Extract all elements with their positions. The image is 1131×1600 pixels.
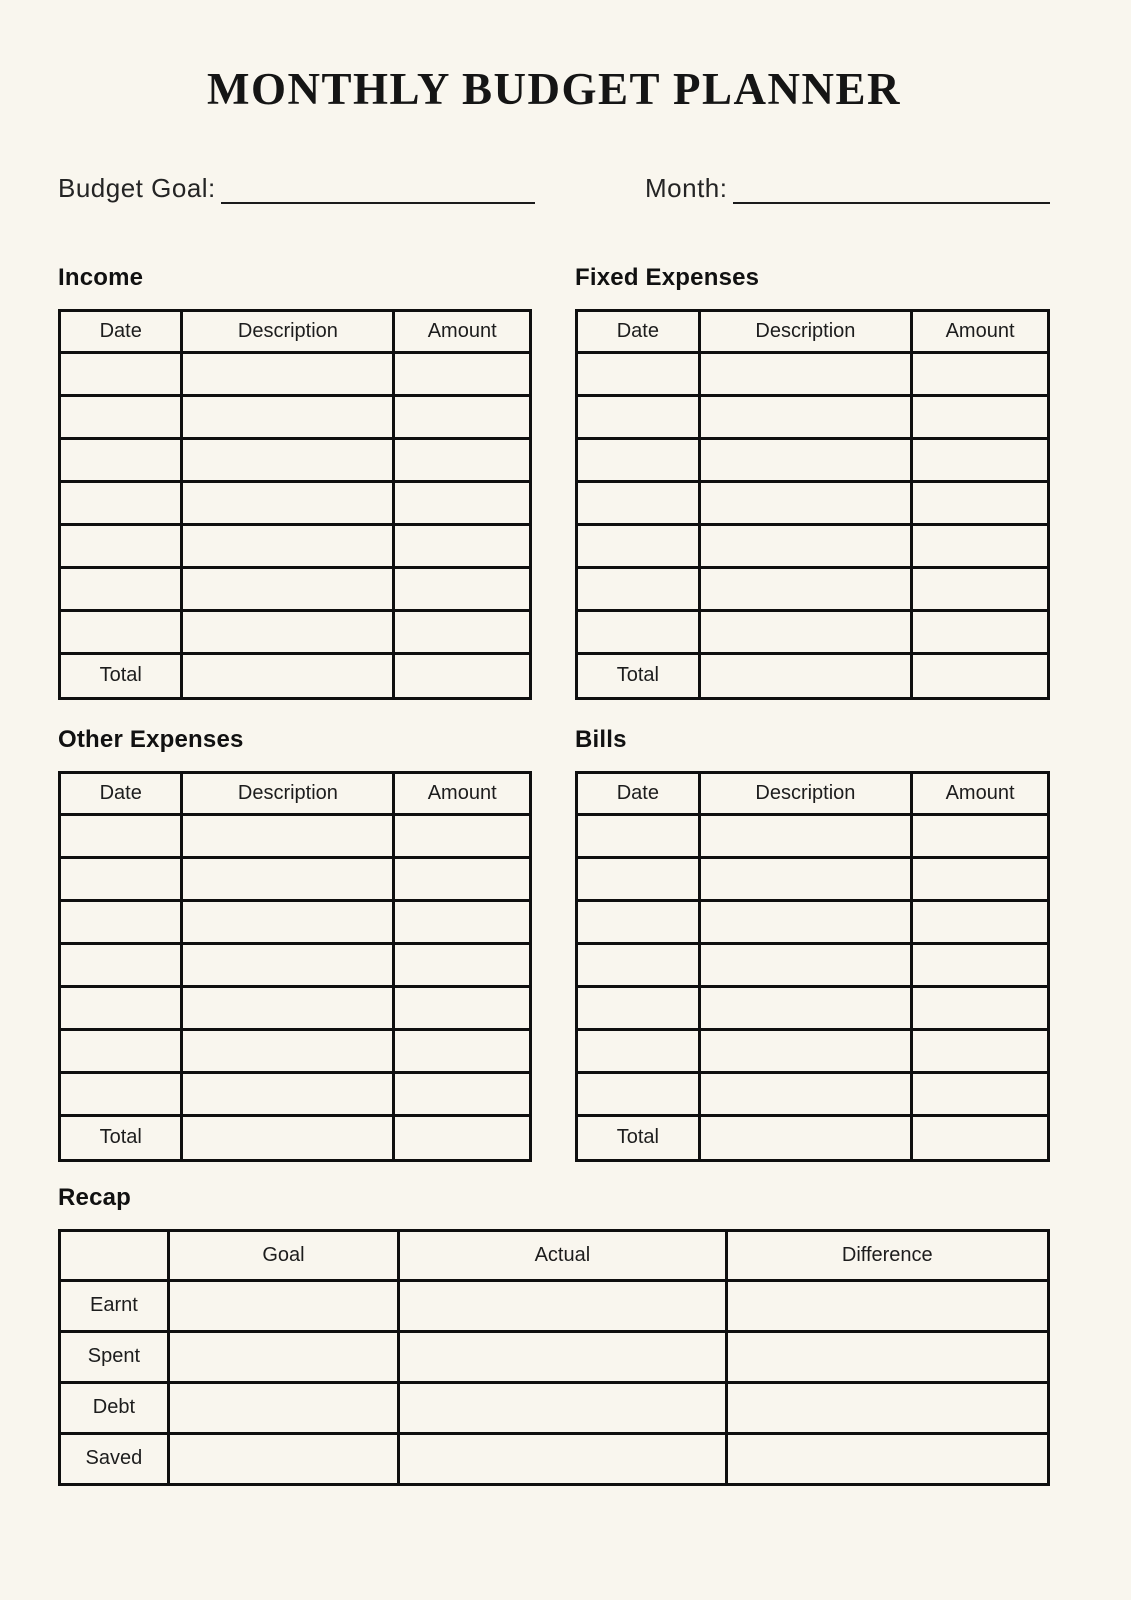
description-cell[interactable] [699,567,911,610]
debt-row-label: Debt [60,1382,169,1433]
amount-cell[interactable] [394,857,531,900]
section-heading-other-expenses: Other Expenses [58,725,244,753]
saved-row-label: Saved [60,1433,169,1484]
amount-cell[interactable] [394,481,531,524]
total-label-cell: Total [60,1115,182,1160]
amount-column-header: Amount [394,772,531,814]
description-cell[interactable] [182,1029,394,1072]
amount-cell[interactable] [394,567,531,610]
amount-cell[interactable] [912,900,1049,943]
saved-goal-cell[interactable] [168,1433,398,1484]
date-cell[interactable] [577,395,700,438]
date-column-header: Date [577,310,700,352]
section-heading-income: Income [58,263,144,291]
description-cell[interactable] [699,524,911,567]
description-cell[interactable] [182,943,394,986]
amount-cell[interactable] [912,481,1049,524]
date-column-header: Date [577,772,700,814]
bills-table [575,771,1050,1162]
description-cell[interactable] [699,1072,911,1115]
description-cell[interactable] [182,395,394,438]
amount-cell[interactable] [912,438,1049,481]
ledger-grid-row-1 [58,264,1050,700]
total-amount-cell[interactable] [394,1115,531,1160]
other-expenses-section [58,726,532,1162]
section-heading-fixed-expenses: Fixed Expenses [575,263,760,291]
description-column-header: Description [182,772,394,814]
description-cell[interactable] [182,900,394,943]
description-column-header: Description [182,310,394,352]
table-row [60,1331,1049,1382]
description-cell[interactable] [182,814,394,857]
spent-actual-cell[interactable] [399,1331,726,1382]
table-row [577,857,1049,900]
table-row [577,814,1049,857]
total-label-cell: Total [577,1115,700,1160]
amount-cell[interactable] [912,814,1049,857]
table-row [60,481,531,524]
description-cell[interactable] [699,986,911,1029]
amount-cell[interactable] [394,352,531,395]
total-row [577,1115,1049,1160]
saved-actual-cell[interactable] [399,1433,726,1484]
table-row [60,814,531,857]
description-cell[interactable] [699,352,911,395]
amount-cell[interactable] [912,352,1049,395]
spent-goal-cell[interactable] [168,1331,398,1382]
table-row [577,524,1049,567]
date-cell[interactable] [577,1072,700,1115]
table-row [577,352,1049,395]
table-row [60,567,531,610]
date-cell[interactable] [60,857,182,900]
spent-difference-cell[interactable] [726,1331,1048,1382]
table-row [60,1382,1049,1433]
table-row [60,1029,531,1072]
income-table [58,309,532,700]
description-cell[interactable] [699,943,911,986]
date-cell[interactable] [60,986,182,1029]
description-cell[interactable] [699,438,911,481]
section-heading-bills: Bills [575,725,627,753]
earnt-goal-cell[interactable] [168,1280,398,1331]
table-row [60,857,531,900]
description-cell[interactable] [699,610,911,653]
amount-cell[interactable] [912,610,1049,653]
budget-goal-label: Budget Goal: [58,172,216,203]
date-cell[interactable] [60,943,182,986]
recap-table [58,1229,1050,1486]
amount-column-header: Amount [912,310,1049,352]
table-row [60,900,531,943]
table-row [60,352,531,395]
header-row [60,310,531,352]
header-row [577,310,1049,352]
total-label-cell: Total [60,653,182,698]
date-cell[interactable] [577,943,700,986]
table-row [60,1280,1049,1331]
description-cell[interactable] [182,352,394,395]
amount-cell[interactable] [912,1072,1049,1115]
date-cell[interactable] [60,610,182,653]
bills-section [575,726,1050,1162]
description-cell[interactable] [699,857,911,900]
table-row [577,438,1049,481]
amount-cell[interactable] [394,1029,531,1072]
amount-cell[interactable] [912,857,1049,900]
budget-goal-input-line[interactable] [221,170,535,204]
date-cell[interactable] [60,1072,182,1115]
amount-cell[interactable] [912,567,1049,610]
recap-section [58,1184,1050,1486]
debt-goal-cell[interactable] [168,1382,398,1433]
fixed-expenses-table [575,309,1050,700]
total-label-cell: Total [577,653,700,698]
amount-column-header: Amount [912,772,1049,814]
amount-cell[interactable] [394,900,531,943]
description-cell[interactable] [182,481,394,524]
description-column-header: Description [699,772,911,814]
date-cell[interactable] [577,900,700,943]
page-title: MONTHLY BUDGET PLANNER [207,64,901,114]
date-cell[interactable] [577,986,700,1029]
date-column-header: Date [60,310,182,352]
description-cell[interactable] [699,481,911,524]
amount-cell[interactable] [394,524,531,567]
description-cell[interactable] [182,438,394,481]
table-row [60,943,531,986]
difference-column-header: Difference [726,1230,1048,1280]
table-row [60,1072,531,1115]
table-row [577,481,1049,524]
total-amount-cell[interactable] [912,1115,1049,1160]
description-cell[interactable] [182,610,394,653]
budget-goal-field [58,170,535,204]
amount-cell[interactable] [394,438,531,481]
date-cell[interactable] [60,352,182,395]
date-cell[interactable] [577,1029,700,1072]
date-cell[interactable] [60,567,182,610]
amount-cell[interactable] [394,610,531,653]
amount-column-header: Amount [394,310,531,352]
amount-cell[interactable] [394,943,531,986]
table-row [60,524,531,567]
debt-difference-cell[interactable] [726,1382,1048,1433]
table-row [577,1072,1049,1115]
table-row [577,986,1049,1029]
total-row [577,653,1049,698]
total-amount-cell[interactable] [394,653,531,698]
ledger-grid-row-2 [58,726,1050,1162]
total-description-cell[interactable] [182,653,394,698]
date-cell[interactable] [60,395,182,438]
month-input-line[interactable] [733,170,1051,204]
spent-row-label: Spent [60,1331,169,1382]
amount-cell[interactable] [394,395,531,438]
amount-cell[interactable] [394,814,531,857]
amount-cell[interactable] [912,524,1049,567]
description-cell[interactable] [699,1029,911,1072]
total-row [60,1115,531,1160]
date-cell[interactable] [577,610,700,653]
month-field [645,170,1050,204]
table-row [577,610,1049,653]
description-column-header: Description [699,310,911,352]
saved-difference-cell[interactable] [726,1433,1048,1484]
date-cell[interactable] [60,1029,182,1072]
amount-cell[interactable] [394,1072,531,1115]
date-cell[interactable] [60,814,182,857]
description-cell[interactable] [182,986,394,1029]
date-cell[interactable] [577,524,700,567]
fields-row [58,170,1050,204]
description-cell[interactable] [699,900,911,943]
table-row [60,438,531,481]
date-cell[interactable] [577,481,700,524]
table-row [577,900,1049,943]
date-cell[interactable] [577,438,700,481]
table-row [60,610,531,653]
table-row [577,1029,1049,1072]
date-column-header: Date [60,772,182,814]
other-expenses-table [58,771,532,1162]
recap-corner-cell [60,1230,169,1280]
earnt-actual-cell[interactable] [399,1280,726,1331]
header-row [60,772,531,814]
total-row [60,653,531,698]
date-cell[interactable] [577,857,700,900]
date-cell[interactable] [577,352,700,395]
table-row [60,986,531,1029]
month-label: Month: [645,172,728,203]
date-cell[interactable] [60,900,182,943]
table-row [60,395,531,438]
section-heading-recap: Recap [58,1183,132,1211]
table-row [60,1433,1049,1484]
earnt-row-label: Earnt [60,1280,169,1331]
income-section [58,264,532,700]
amount-cell[interactable] [394,986,531,1029]
debt-actual-cell[interactable] [399,1382,726,1433]
date-cell[interactable] [577,567,700,610]
date-cell[interactable] [60,524,182,567]
description-cell[interactable] [182,857,394,900]
amount-cell[interactable] [912,986,1049,1029]
description-cell[interactable] [182,1072,394,1115]
actual-column-header: Actual [399,1230,726,1280]
total-amount-cell[interactable] [912,653,1049,698]
amount-cell[interactable] [912,1029,1049,1072]
table-row [577,395,1049,438]
description-cell[interactable] [182,524,394,567]
table-row [577,943,1049,986]
total-description-cell[interactable] [699,653,911,698]
header-row [60,1230,1049,1280]
description-cell[interactable] [182,567,394,610]
table-row [577,567,1049,610]
date-cell[interactable] [60,481,182,524]
description-cell[interactable] [699,395,911,438]
amount-cell[interactable] [912,943,1049,986]
header-row [577,772,1049,814]
fixed-expenses-section [575,264,1050,700]
total-description-cell[interactable] [699,1115,911,1160]
earnt-difference-cell[interactable] [726,1280,1048,1331]
date-cell[interactable] [60,438,182,481]
description-cell[interactable] [699,814,911,857]
date-cell[interactable] [577,814,700,857]
amount-cell[interactable] [912,395,1049,438]
goal-column-header: Goal [168,1230,398,1280]
total-description-cell[interactable] [182,1115,394,1160]
